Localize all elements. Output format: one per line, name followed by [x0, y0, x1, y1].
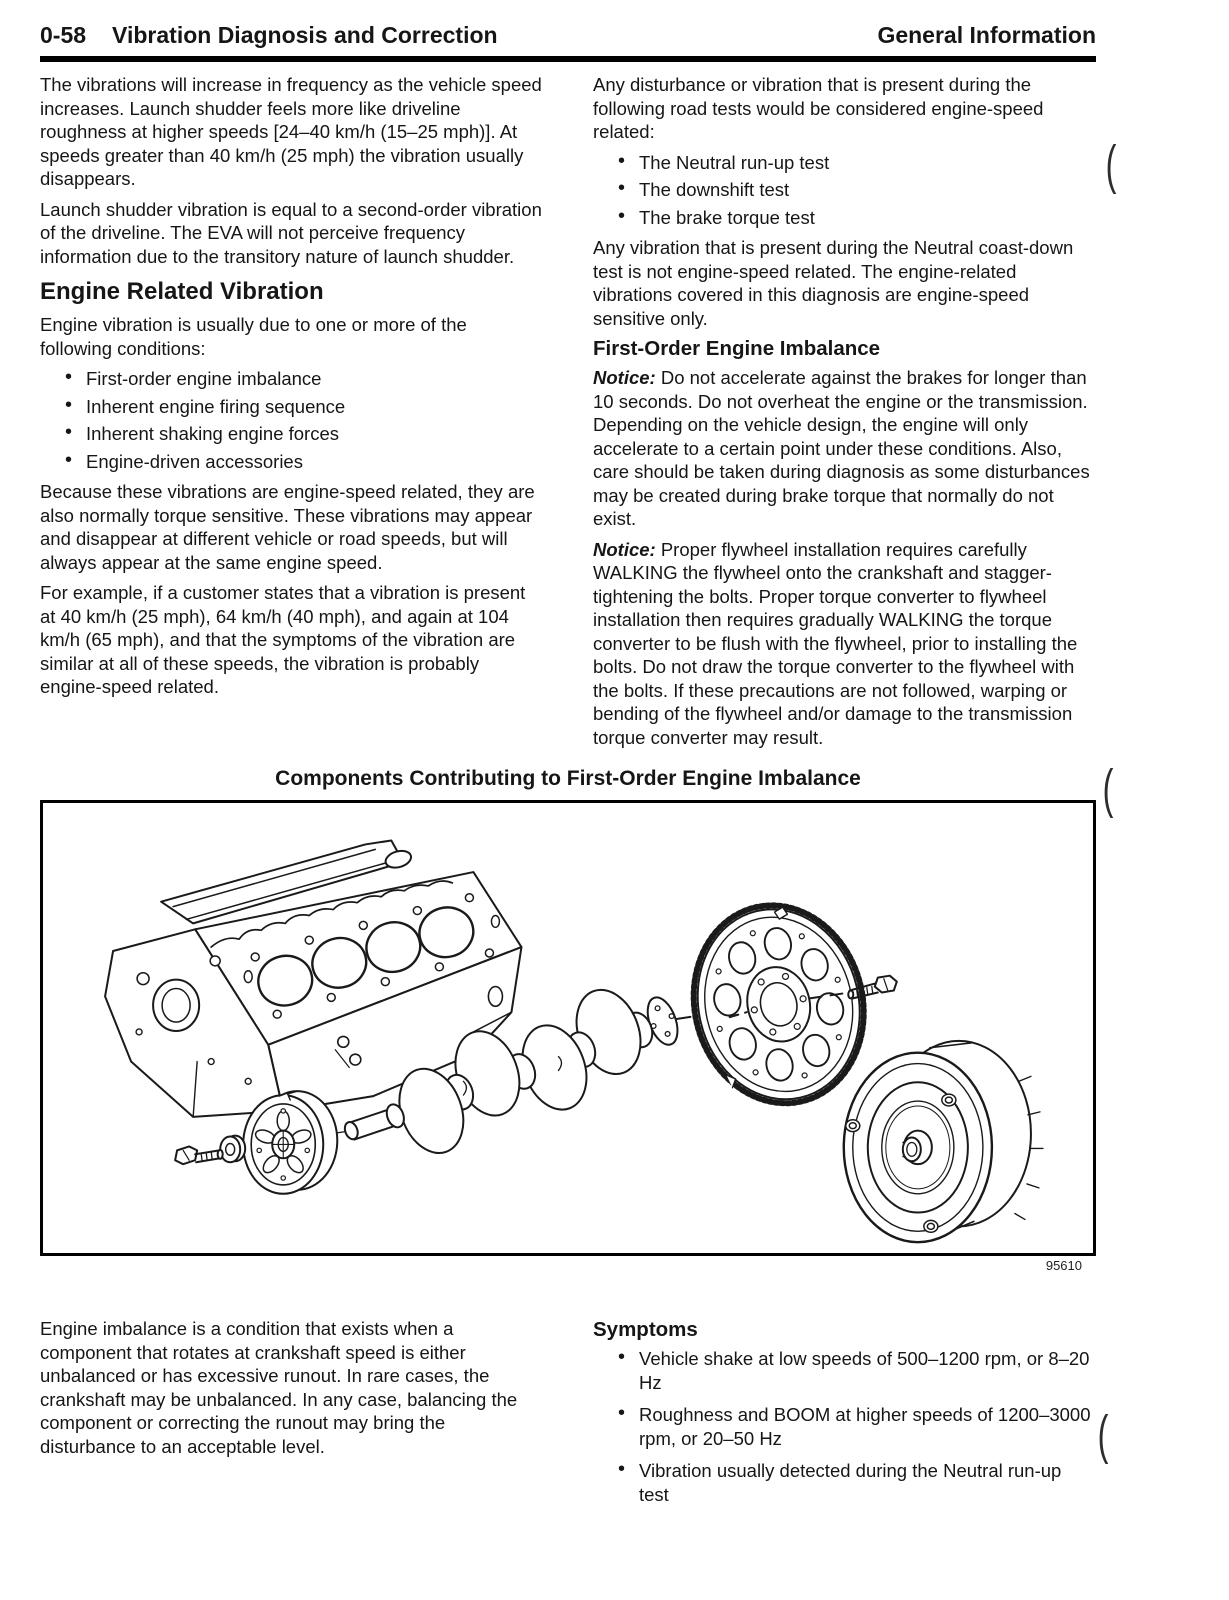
list-item: • Vehicle shake at low speeds of 500–1200 rpm, or 8–20 Hz: [593, 1347, 1096, 1394]
paragraph: Any disturbance or vibration that is present during the following road tests would be considered engine-speed related:: [593, 74, 1044, 142]
paragraph: Engine imbalance is a condition that exists when a component that rotates at crankshaft speed is either unbalanced or has excessive runout. In rare cases, the crankshaft may be unbalanced. In any case, balancing the component or correcting the runout may bring the disturbance to an acceptable level.: [40, 1318, 518, 1457]
page-number: 0-58: [40, 22, 87, 48]
notice-label: Notice:: [593, 538, 656, 560]
list-item: • Inherent engine firing sequence: [40, 395, 543, 419]
section-heading: Engine Related Vibration: [40, 278, 324, 305]
list-item: • The Neutral run-up test: [593, 151, 1096, 175]
scan-artifact-paren: (: [1102, 759, 1114, 819]
balancer-bolt: [175, 1146, 223, 1164]
bullet-list: [593, 151, 1096, 230]
harmonic-balancer: [243, 1091, 337, 1194]
paragraph: Any vibration that is present during the Neutral coast-down test is not engine-speed related. The engine-related vibrations covered in this diagnosis are engine-speed sensitive only.: [593, 237, 1074, 329]
scan-artifact-paren: (: [1105, 135, 1117, 195]
symptoms-heading: Symptoms: [593, 1318, 698, 1341]
subsection-heading: First-Order Engine Imbalance: [593, 337, 881, 360]
notice-label: Notice:: [593, 367, 656, 388]
paragraph: The vibrations will increase in frequency as the vehicle speed increases. Launch shudder feels more like driveline roughness at higher speeds [24–40 km/h (15–25 mph)]. At speeds greater than 40 km/h (25 mph) the vibration usually disappears.: [40, 74, 542, 189]
notice-paragraph: [593, 366, 1096, 531]
balancer-washer: [220, 1136, 245, 1163]
left-column: [40, 73, 543, 756]
list-item: • Engine-driven accessories: [40, 450, 543, 474]
notice-text: Proper flywheel installation requires carefully WALKING the flywheel onto the crankshaft and stagger-tightening the bolts. Proper torque converter to flywheel installation then requires gradually WALKING the torque converter to be flush with the flywheel, prior to installing the bolts. Do not draw the torque converter to the flywheel with the bolts. If these precautions are not followed, warping or bending of the flywheel and/or damage to the transmission torque converter may result.: [593, 538, 1078, 748]
bottom-left-column: [40, 1317, 543, 1515]
torque-converter: [844, 1041, 1043, 1242]
list-item: • First-order engine imbalance: [40, 367, 543, 391]
figure-code: 95610: [1045, 1258, 1082, 1273]
list-item: • Roughness and BOOM at higher speeds of 1200–3000 rpm, or 20–50 Hz: [593, 1403, 1096, 1450]
section-title: General Information: [877, 22, 1096, 48]
paragraph: Engine vibration is usually due to one or more of the following conditions:: [40, 314, 467, 359]
paragraph: For example, if a customer states that a vibration is present at 40 km/h (25 mph), 64 km/h (40 mph), and again at 104 km/h (65 mph), and that the symptoms of the vibration are similar at all of these speeds, the vibration is probably engine-speed related.: [40, 582, 526, 697]
bullet-list: [593, 1347, 1096, 1506]
scan-artifact-paren: (: [1097, 1405, 1109, 1465]
list-item: • Inherent shaking engine forces: [40, 422, 543, 446]
page-header: [40, 22, 1096, 49]
figure-title: Components Contributing to First-Order Engine Imbalance: [275, 767, 861, 790]
list-item: • The downshift test: [593, 178, 1096, 202]
top-columns: [40, 73, 1096, 756]
bottom-columns: [40, 1317, 1096, 1515]
manual-page: [40, 0, 1096, 1600]
bottom-right-column: [593, 1317, 1096, 1515]
paragraph: Launch shudder vibration is equal to a second-order vibration of the driveline. The EVA will not perceive frequency information due to the transitory nature of launch shudder.: [40, 198, 542, 267]
right-column: [593, 73, 1096, 756]
flexplate: [674, 889, 883, 1121]
figure-box: [40, 800, 1096, 1256]
notice-paragraph: [593, 538, 1096, 750]
exploded-diagram: [43, 803, 1093, 1253]
header-rule: [40, 56, 1096, 62]
page-title: Vibration Diagnosis and Correction: [112, 22, 498, 48]
notice-text: Do not accelerate against the brakes for longer than 10 seconds. Do not overheat the engine or the transmission. Depending on the vehicle design, the engine will only accelerate to a certain point under these conditions. Also, care should be taken during diagnosis as some disturbances may be created during brake torque that normally do not exist.: [593, 367, 1090, 529]
bullet-list: [40, 367, 543, 473]
paragraph: Because these vibrations are engine-speed related, they are also normally torque sensitive. These vibrations may appear and disappear at different vehicle or road speeds, but will always appear at the same engine speed.: [40, 481, 535, 573]
list-item: • Vibration usually detected during the Neutral run-up test: [593, 1459, 1096, 1506]
list-item: • The brake torque test: [593, 206, 1096, 230]
